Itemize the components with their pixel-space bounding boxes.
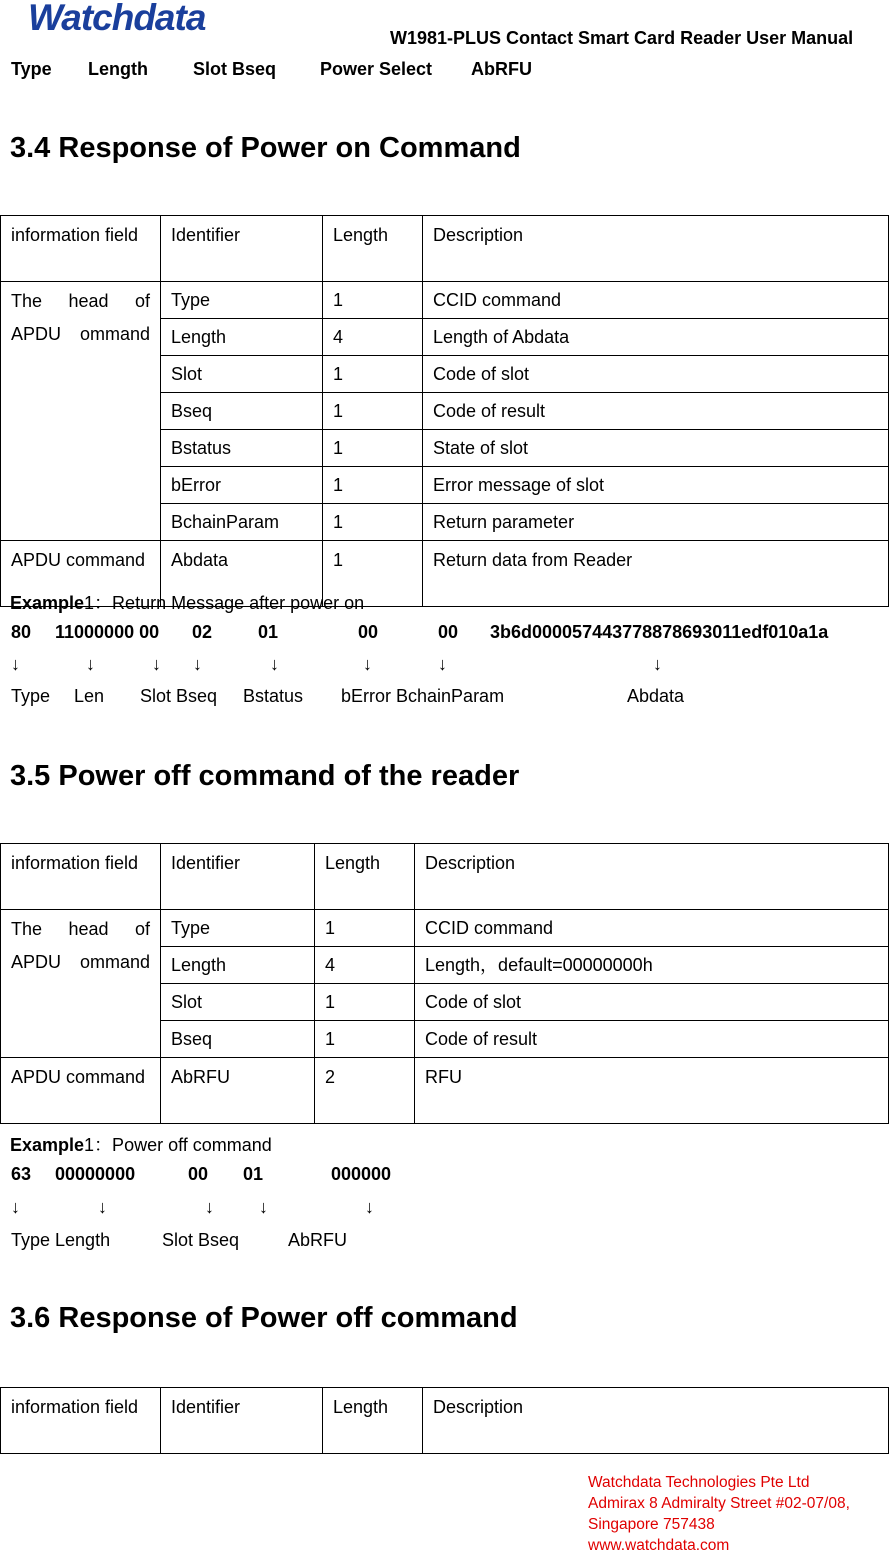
identifier-cell: Length [161, 319, 323, 356]
table-row [1, 282, 889, 319]
identifier-cell: Bseq [161, 393, 323, 430]
name-bstatus: Bstatus [243, 686, 304, 706]
label-abrfu: AbRFU [471, 59, 532, 79]
table-header-row [1, 844, 889, 910]
length-cell: 1 [323, 504, 423, 541]
header-information-field: information field [1, 1388, 161, 1454]
value-abdata: 3b6d000057443778878693011edf010a1a [490, 622, 829, 642]
previous-command-field-labels [0, 59, 889, 83]
value-bseq: 01 [243, 1164, 264, 1184]
description-cell: Code of slot [415, 984, 889, 1021]
example-power-on-arrows [0, 654, 889, 678]
length-cell: 1 [323, 430, 423, 467]
header-length: Length [323, 1388, 423, 1454]
description-cell: CCID command [423, 282, 889, 319]
header-length: Length [315, 844, 415, 910]
identifier-cell: Type [161, 282, 323, 319]
example-power-off-values [0, 1164, 889, 1188]
group-head-cell: The head of APDU ommand [1, 282, 161, 541]
power-off-response-table [0, 1387, 889, 1454]
header-identifier: Identifier [161, 844, 315, 910]
header-identifier: Identifier [161, 216, 323, 282]
header-description: Description [423, 1388, 889, 1454]
label-slot-bseq: Slot Bseq [193, 59, 277, 79]
value-berror: 00 [358, 622, 379, 642]
down-arrow-icon: ↓ [11, 654, 20, 674]
label-length: Length [88, 59, 148, 79]
name-abrfu: AbRFU [288, 1230, 348, 1250]
value-bchainparam: 00 [438, 622, 459, 642]
value-abrfu: 000000 [331, 1164, 392, 1184]
example-label: Example [10, 1135, 85, 1155]
identifier-cell: Slot [161, 984, 315, 1021]
apdu-command-row [1, 1058, 889, 1124]
example-power-on-caption [10, 589, 364, 615]
down-arrow-icon: ↓ [438, 654, 447, 674]
table-row [1, 910, 889, 947]
length-cell: 1 [315, 1021, 415, 1058]
description-cell: Code of slot [423, 356, 889, 393]
example-power-on-values [0, 622, 889, 646]
identifier-cell: Abdata [161, 541, 323, 607]
header-description: Description [415, 844, 889, 910]
identifier-cell: Type [161, 910, 315, 947]
down-arrow-icon: ↓ [86, 654, 95, 674]
section-heading-3-5: 3.5 Power off command of the reader [10, 760, 520, 792]
down-arrow-icon: ↓ [365, 1197, 374, 1217]
example-caption-text: 1：Return Message after power on [84, 593, 365, 613]
length-cell: 1 [323, 356, 423, 393]
example-power-on-field-names [0, 686, 889, 710]
header-information-field: information field [1, 216, 161, 282]
length-cell: 4 [323, 319, 423, 356]
label-type: Type [11, 59, 52, 79]
down-arrow-icon: ↓ [205, 1197, 214, 1217]
identifier-cell: Bseq [161, 1021, 315, 1058]
down-arrow-icon: ↓ [193, 654, 202, 674]
value-bstatus: 01 [258, 622, 279, 642]
label-power-select: Power Select [320, 59, 433, 79]
header-identifier: Identifier [161, 1388, 323, 1454]
length-cell: 1 [323, 541, 423, 607]
name-abdata: Abdata [627, 686, 685, 706]
length-cell: 2 [315, 1058, 415, 1124]
header-information-field: information field [1, 844, 161, 910]
description-cell: CCID command [415, 910, 889, 947]
description-cell: Code of result [423, 393, 889, 430]
example-label: Example [10, 593, 85, 613]
down-arrow-icon: ↓ [653, 654, 662, 674]
example-caption-text: 1：Power off command [84, 1135, 272, 1155]
company-footer [588, 1472, 850, 1556]
identifier-cell: Length [161, 947, 315, 984]
down-arrow-icon: ↓ [259, 1197, 268, 1217]
length-cell: 1 [323, 467, 423, 504]
name-len: Len [74, 686, 105, 706]
length-cell: 1 [315, 984, 415, 1021]
footer-address: Admirax 8 Admiralty Street #02-07/08, [588, 1495, 850, 1512]
apdu-label-cell: APDU command [1, 541, 161, 607]
identifier-cell: Slot [161, 356, 323, 393]
table-header-row [1, 216, 889, 282]
logo-text: Watchdata [28, 0, 206, 38]
description-cell: State of slot [423, 430, 889, 467]
value-slot: 00 [188, 1164, 209, 1184]
description-cell: Length，default=00000000h [415, 947, 889, 984]
value-type: 63 [11, 1164, 32, 1184]
apdu-label-cell: APDU command [1, 1058, 161, 1124]
value-length: 00000000 [55, 1164, 136, 1184]
down-arrow-icon: ↓ [363, 654, 372, 674]
footer-city: Singapore 757438 [588, 1516, 715, 1533]
name-slot-bseq: Slot Bseq [162, 1230, 240, 1250]
table-header-row [1, 1388, 889, 1454]
section-heading-3-4: 3.4 Response of Power on Command [10, 132, 521, 164]
down-arrow-icon: ↓ [270, 654, 279, 674]
down-arrow-icon: ↓ [152, 654, 161, 674]
footer-company: Watchdata Technologies Pte Ltd [588, 1474, 810, 1491]
identifier-cell: AbRFU [161, 1058, 315, 1124]
description-cell: Code of result [415, 1021, 889, 1058]
length-cell: 1 [323, 393, 423, 430]
name-type: Type [11, 686, 51, 706]
length-cell: 4 [315, 947, 415, 984]
value-type: 80 [11, 622, 32, 642]
group-head-cell: The head of APDU ommand [1, 910, 161, 1058]
description-cell: RFU [415, 1058, 889, 1124]
description-cell: Return data from Reader [423, 541, 889, 607]
value-slot: 02 [192, 622, 213, 642]
footer-website-link[interactable]: www.watchdata.com [588, 1537, 730, 1554]
value-length: 11000000 00 [55, 622, 160, 642]
identifier-cell: BchainParam [161, 504, 323, 541]
name-berror-bchainparam: bError BchainParam [341, 686, 505, 706]
watchdata-logo [28, 0, 264, 38]
name-type-length: Type Length [11, 1230, 111, 1250]
length-cell: 1 [315, 910, 415, 947]
header-description: Description [423, 216, 889, 282]
description-cell: Return parameter [423, 504, 889, 541]
example-power-off-field-names [0, 1230, 889, 1254]
example-power-off-caption [10, 1131, 272, 1157]
name-slot-bseq: Slot Bseq [140, 686, 218, 706]
identifier-cell: Bstatus [161, 430, 323, 467]
section-heading-3-6: 3.6 Response of Power off command [10, 1302, 518, 1334]
description-cell: Error message of slot [423, 467, 889, 504]
identifier-cell: bError [161, 467, 323, 504]
manual-title: W1981-PLUS Contact Smart Card Reader User Manual [390, 28, 854, 48]
power-on-response-table [0, 215, 889, 607]
length-cell: 1 [323, 282, 423, 319]
header-length: Length [323, 216, 423, 282]
description-cell: Length of Abdata [423, 319, 889, 356]
power-off-command-table [0, 843, 889, 1124]
down-arrow-icon: ↓ [98, 1197, 107, 1217]
example-power-off-arrows [0, 1197, 889, 1221]
down-arrow-icon: ↓ [11, 1197, 20, 1217]
